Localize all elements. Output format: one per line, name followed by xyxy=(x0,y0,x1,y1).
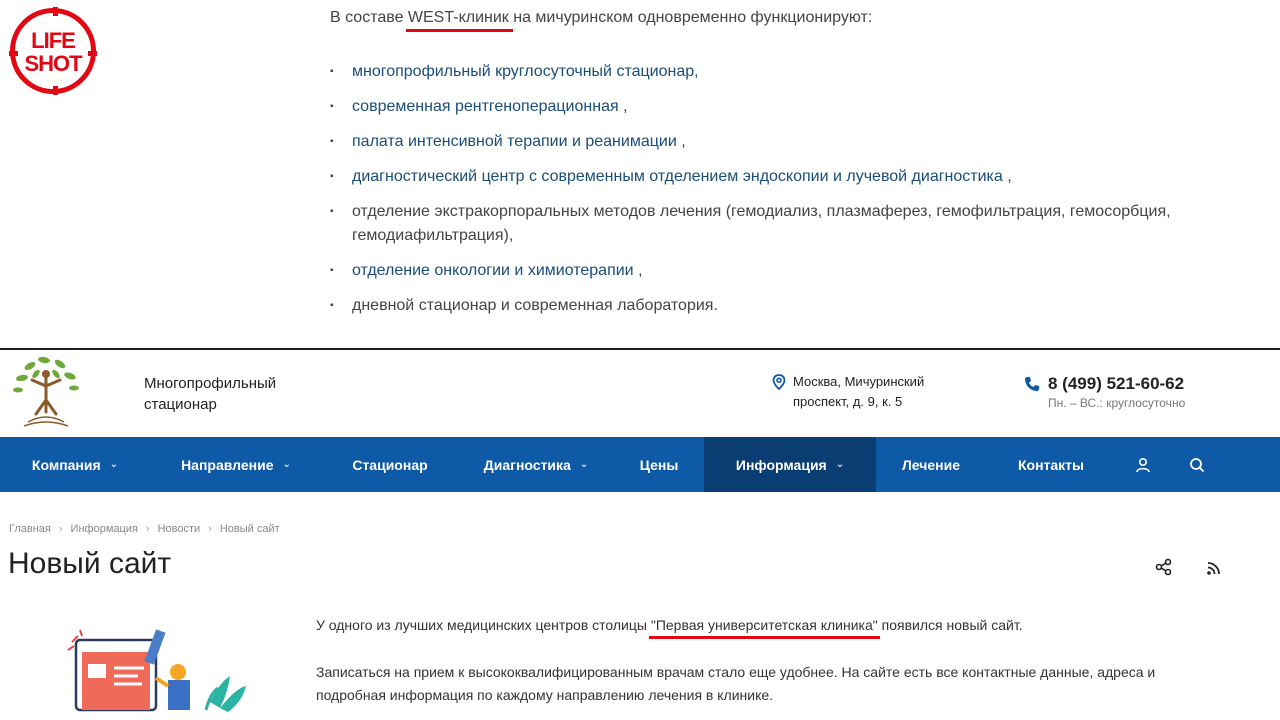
feature-list-item xyxy=(330,165,1230,189)
feature-list-item xyxy=(330,200,1230,248)
address-line2: проспект, д. 9, к. 5 xyxy=(793,394,903,409)
nav-item-label: Компания xyxy=(31,456,101,473)
nav-item[interactable] xyxy=(704,437,876,492)
feature-text: отделение экстракорпоральных методов лечения (гемодиализ, плазмаферез, гемофильтрация, гемосорбция, гемодиафильтрация), xyxy=(352,203,1171,244)
feature-list-item xyxy=(330,294,1230,318)
site-name[interactable] xyxy=(144,373,344,415)
paragraph-1 xyxy=(316,617,1023,633)
feature-suffix: , xyxy=(676,133,686,150)
intro-highlight: WEST-клиник xyxy=(407,9,509,26)
tree-logo-icon[interactable] xyxy=(10,352,82,432)
chevron-down-icon: ⌄ xyxy=(109,459,119,470)
p1-highlight: "Первая университетская клиника" xyxy=(650,617,878,633)
main-nav xyxy=(0,437,1280,492)
nav-item-label: Лечение xyxy=(901,456,961,473)
feature-list-item xyxy=(330,130,1230,154)
phone-block xyxy=(1024,374,1185,410)
article-intro xyxy=(330,9,872,27)
nav-item-label: Направление xyxy=(181,456,274,473)
chevron-down-icon: ⌄ xyxy=(579,459,589,470)
feature-suffix: , xyxy=(618,98,628,115)
nav-item[interactable] xyxy=(986,437,1116,492)
feature-link[interactable]: современная рентгеноперационная xyxy=(352,98,619,115)
feature-list-item xyxy=(330,60,1230,84)
feature-suffix: , xyxy=(1002,168,1012,185)
intro-text-after: на мичуринском одновременно функционируют: xyxy=(508,9,873,26)
location-pin-icon xyxy=(772,374,786,390)
paragraph-2: Записаться на прием к высококвалифицированным врачам стало еще удобнее. На сайте есть все контактные данные, адреса и подробная информация по каждому направлению лечения в клинике. xyxy=(316,664,1156,703)
nav-item[interactable] xyxy=(322,437,458,492)
nav-item-label: Информация xyxy=(735,456,827,473)
p1-text-after: появился новый сайт. xyxy=(877,617,1023,633)
address-block xyxy=(772,372,972,412)
breadcrumb-separator: › xyxy=(208,523,212,535)
breadcrumb-separator: › xyxy=(58,523,63,535)
breadcrumb-item[interactable]: Главная xyxy=(9,523,51,535)
chevron-down-icon: ⌄ xyxy=(282,459,291,470)
feature-suffix: , xyxy=(633,262,643,279)
top-article xyxy=(0,0,1280,348)
nav-item-label: Контакты xyxy=(1017,456,1084,473)
feature-link[interactable]: отделение онкологии и химиотерапии xyxy=(352,262,634,279)
intro-text-before: В составе xyxy=(330,9,408,26)
feature-link[interactable]: палата интенсивной терапии и реанимации xyxy=(352,133,677,150)
breadcrumb-item[interactable]: Информация xyxy=(70,523,138,535)
breadcrumb xyxy=(9,523,280,535)
share-icon[interactable] xyxy=(1155,558,1173,576)
nav-item-label: Диагностика xyxy=(483,456,571,473)
search-icon[interactable] xyxy=(1170,437,1224,492)
nav-item[interactable] xyxy=(614,437,704,492)
screenshot-divider xyxy=(0,348,1280,350)
site-name-line2: стационар xyxy=(144,396,217,413)
nav-item[interactable] xyxy=(458,437,614,492)
address-line1: Москва, Мичуринский xyxy=(793,374,925,389)
nav-item[interactable] xyxy=(0,437,150,492)
feature-text: дневной стационар и современная лаборатория. xyxy=(352,297,718,314)
p1-text-before: У одного из лучших медицинских центров столицы xyxy=(316,617,651,633)
phone-icon xyxy=(1024,376,1040,392)
breadcrumb-separator: › xyxy=(145,523,150,535)
feature-list-item xyxy=(330,95,1230,119)
nav-item-label: Стационар xyxy=(352,456,428,473)
nav-item[interactable] xyxy=(876,437,986,492)
feature-list-item xyxy=(330,259,1230,283)
feature-link[interactable]: диагностический центр с современным отделением эндоскопии и лучевой диагностика xyxy=(352,168,1003,185)
user-icon[interactable] xyxy=(1116,437,1170,492)
site-name-line1: Многопрофильный xyxy=(144,375,277,392)
logo-line1: LIFE xyxy=(31,28,75,53)
nav-item-label: Цены xyxy=(639,456,679,473)
rss-icon[interactable] xyxy=(1206,560,1222,576)
breadcrumb-item: Новый сайт xyxy=(219,523,280,535)
phone-number[interactable]: 8 (499) 521-60-62 xyxy=(1048,374,1185,393)
working-hours: Пн. – ВС.: круглосуточно xyxy=(1048,396,1186,410)
chevron-down-icon: ⌄ xyxy=(835,459,845,470)
page-title: Новый сайт xyxy=(8,547,172,580)
website-illustration xyxy=(60,622,250,720)
feature-link[interactable]: многопрофильный круглосуточный стационар, xyxy=(352,63,699,80)
breadcrumb-item[interactable]: Новости xyxy=(157,523,201,535)
feature-list xyxy=(330,60,1230,329)
nav-item[interactable] xyxy=(150,437,322,492)
logo-line2: SHOT xyxy=(24,51,82,76)
